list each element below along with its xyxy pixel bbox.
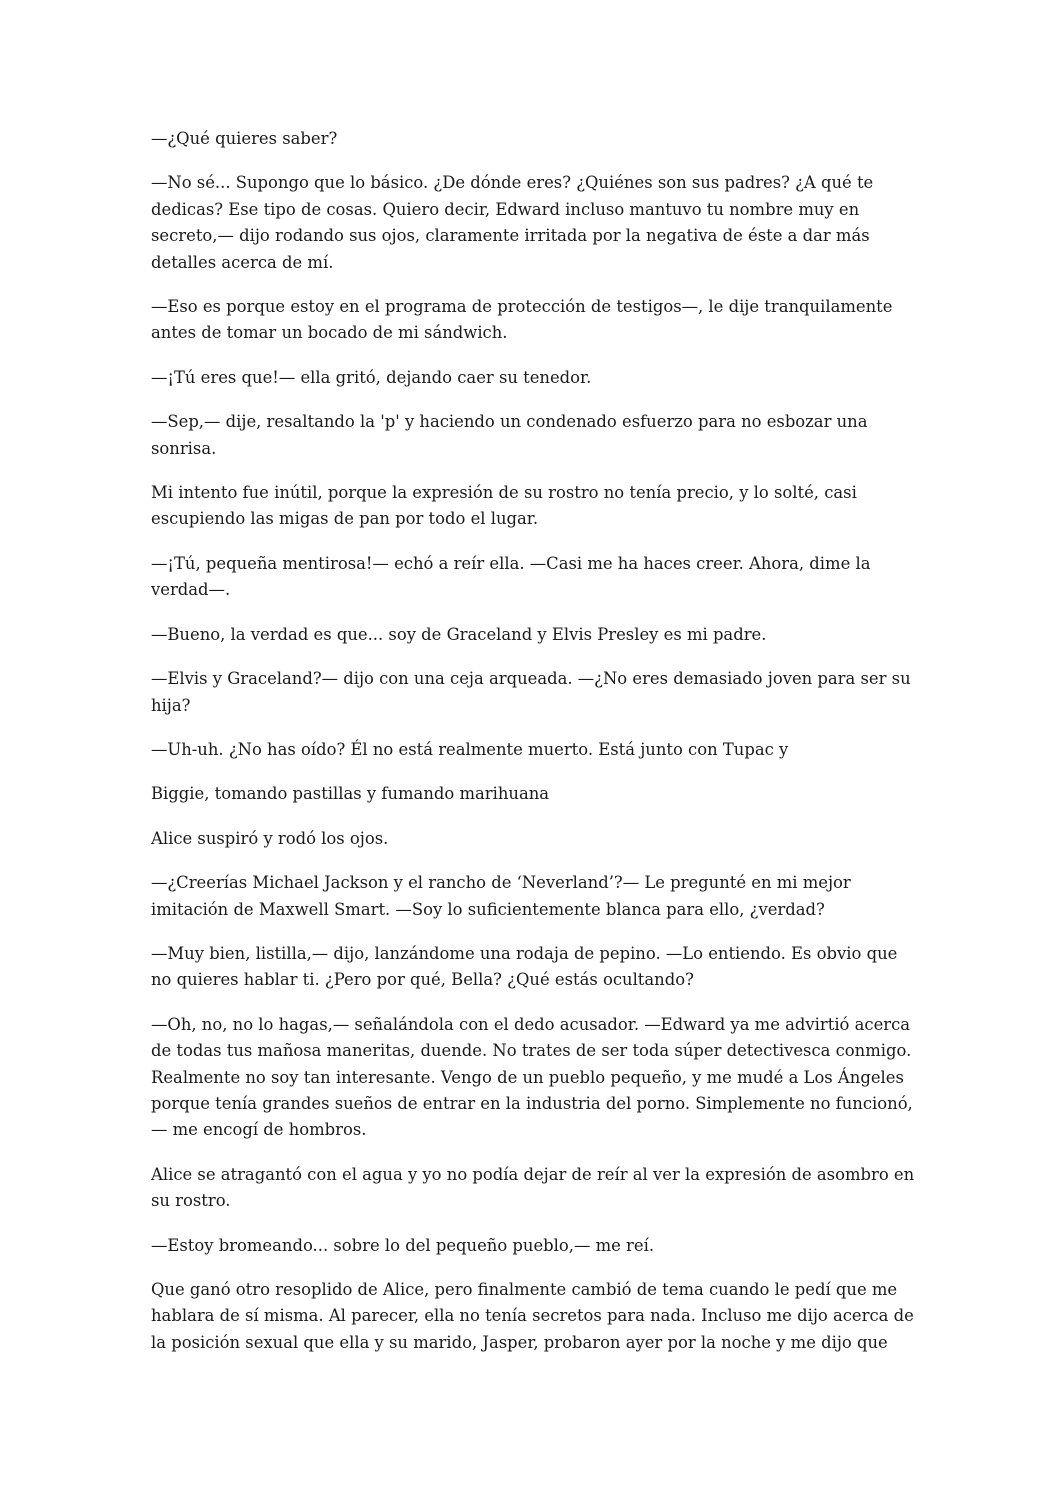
paragraph: Mi intento fue inútil, porque la expresión de su rostro no tenía precio, y lo solté, casi escupiendo las migas de pan por todo el lugar.	[151, 483, 857, 529]
paragraph: —Eso es porque estoy en el programa de protección de testigos—, le dije tranquilamente antes de tomar un bocado de mi sándwich.	[151, 297, 893, 343]
paragraph: Biggie, tomando pastillas y fumando marihuana	[151, 784, 550, 804]
paragraph: —Elvis y Graceland?— dijo con una ceja arqueada. —¿No eres demasiado joven para ser su hija?	[151, 669, 911, 715]
paragraph: —Uh-uh. ¿No has oído? Él no está realmente muerto. Está junto con Tupac y	[151, 739, 789, 759]
document-body	[151, 126, 916, 1374]
paragraph: Alice suspiró y rodó los ojos.	[151, 828, 389, 848]
paragraph: —Muy bien, listilla,— dijo, lanzándome una rodaja de pepino. —Lo entiendo. Es obvio que no quieres hablar ti. ¿Pero por qué, Bella? ¿Qué estás ocultando?	[151, 943, 898, 990]
paragraph: —Sep,— dije, resaltando la 'p' y haciendo un condenado esfuerzo para no esbozar una sonrisa.	[151, 412, 868, 458]
paragraph: Que ganó otro resoplido de Alice, pero finalmente cambió de tema cuando le pedí que me hablara de sí misma. Al parecer, ella no tenía secretos para nada. Incluso me dijo acerca de la posición sexual que ella y su marido, Jasper, probaron ayer por la noche y me dijo que	[151, 1280, 914, 1352]
paragraph: —Oh, no, no lo hagas,— señalándola con el dedo acusador. —Edward ya me advirtió acerca de todas tus mañosa maneritas, duende. No trates de ser toda súper detectivesca conmigo. Realmente no soy tan interesante. Vengo de un pueblo pequeño, y me mudé a Los Ángeles porque tenía grandes sueños de entrar en la industria del porno. Simplemente no funcionó, — me encogí de hombros.	[151, 1014, 913, 1140]
paragraph: —No sé... Supongo que lo básico. ¿De dónde eres? ¿Quiénes son sus padres? ¿A qué te dedicas? Ese tipo de cosas. Quiero decir, Edward incluso mantuvo tu nombre muy en secreto,— dijo rodando sus ojos, claramente irritada por la negativa de éste a dar más detalles acerca de mí.	[151, 173, 874, 272]
paragraph: —Estoy bromeando... sobre lo del pequeño pueblo,— me reí.	[151, 1235, 655, 1255]
paragraph: —¿Qué quieres saber?	[151, 129, 338, 148]
paragraph: Alice se atragantó con el agua y yo no podía dejar de reír al ver la expresión de asombro en su rostro.	[151, 1164, 915, 1211]
paragraph: —¡Tú, pequeña mentirosa!— echó a reír ella. —Casi me ha haces creer. Ahora, dime la verdad—.	[151, 553, 871, 600]
paragraph: —Bueno, la verdad es que... soy de Graceland y Elvis Presley es mi padre.	[151, 624, 767, 644]
paragraph: —¿Creerías Michael Jackson y el rancho de ‘Neverland’?— Le pregunté en mi mejor imitación de Maxwell Smart. —Soy lo suficientemente blanca para ello, ¿verdad?	[151, 873, 851, 919]
paragraph: —¡Tú eres que!— ella gritó, dejando caer su tenedor.	[151, 367, 592, 387]
